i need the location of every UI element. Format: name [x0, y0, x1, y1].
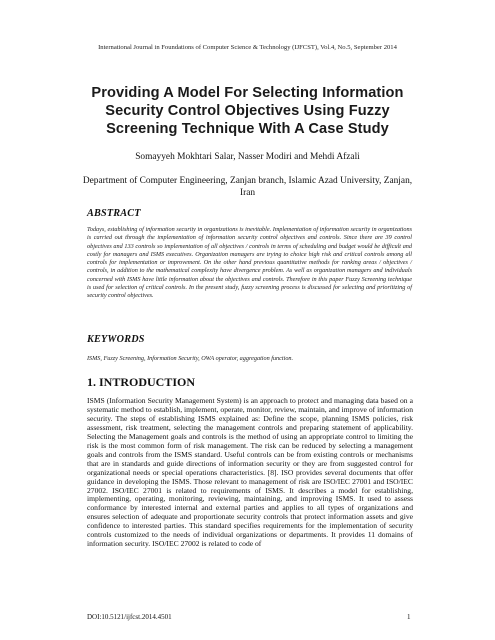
abstract-text: Todays, establishing of information security in organizations is inevitable. Implementation of information security in organizations is carried out through the implementation of information security control objectives and controls. Since there are 39 control objectives and 133 controls so implementation of all objectives / controls in terms of scheduling and budget would be difficult and costly for managers and ISMS executives. Organization managers are trying to choice high risk and critical controls among all controls for implementation or improvement. On the other hand previous quantitative methods for ranking areas / objectives / controls, in addition to the mathematical complexity have divergence problem. As well as organization managers and individuals concerned with ISMS have little information about the objectives and controls. Therefore in this paper Fuzzy Screening technique is used for selection of critical controls. In the present study, fuzzy screening process is discussed for selecting and prioritizing of security control objectives.	[87, 226, 412, 300]
author-affiliation: Department of Computer Engineering, Zanjan branch, Islamic Azad University, Zanjan, Iran	[82, 176, 413, 198]
introduction-heading: 1. INTRODUCTION	[87, 375, 196, 389]
keywords-text: ISMS, Fuzzy Screening, Information Security, OWA operator, aggregation function.	[87, 355, 294, 362]
introduction-text: ISMS (Information Security Management System) is an approach to protect and managing data based on a systematic method to establish, implement, operate, monitor, review, maintain, and improve of information security. The steps of establishing ISMS explained as: Define the scope, planning ISMS policies, risk assessment, risk treatment, selecting the management controls and preparing statement of applicability. Selecting the Management goals and controls is the method of using an appropriate control to limiting the risk is the most common form of risk management. The risk can be reduced by selecting a management goals and controls from the ISMS standard. Useful controls can be from existing controls or mechanisms that are in standards and guide directions of information security or they are from suggested control for organizational needs or special operations characteristics. [8]. ISO provides several documents that offer guidance in developing the ISMS. Those relevant to management of risk are ISO/IEC 27001 and ISO/IEC 27002. ISO/IEC 27001 is related to requirements of ISMS. It describes a model for establishing, implementing, operating, monitoring, reviewing, maintaining, and improving ISMS. It used to assess conformance by interested internal and external parties and applies to all types of organizations and ensures selection of adequate and proportionate security controls that protect information assets and give confidence to interested parties. This standard specifies requirements for the implementation of security controls customized to the needs of individual organizations or departments. It provides 11 domains of information security. ISO/IEC 27002 is related to code of	[87, 396, 413, 549]
paper-title: Providing A Model For Selecting Information Security Control Objectives Using Fuzzy Screening Technique With A Case Study	[91, 85, 404, 137]
paper-authors: Somayyeh Mokhtari Salar, Nasser Modiri and Mehdi Afzali	[135, 152, 360, 162]
page-number: 1	[407, 613, 411, 621]
keywords-heading: KEYWORDS	[87, 334, 145, 345]
abstract-heading: ABSTRACT	[87, 208, 141, 219]
footer-doi: DOI:10.5121/ijfcst.2014.4501	[87, 613, 172, 621]
journal-header: International Journal in Foundations of Computer Science & Technology (IJFCST), Vol.4, No.5, September 2014	[98, 44, 397, 51]
